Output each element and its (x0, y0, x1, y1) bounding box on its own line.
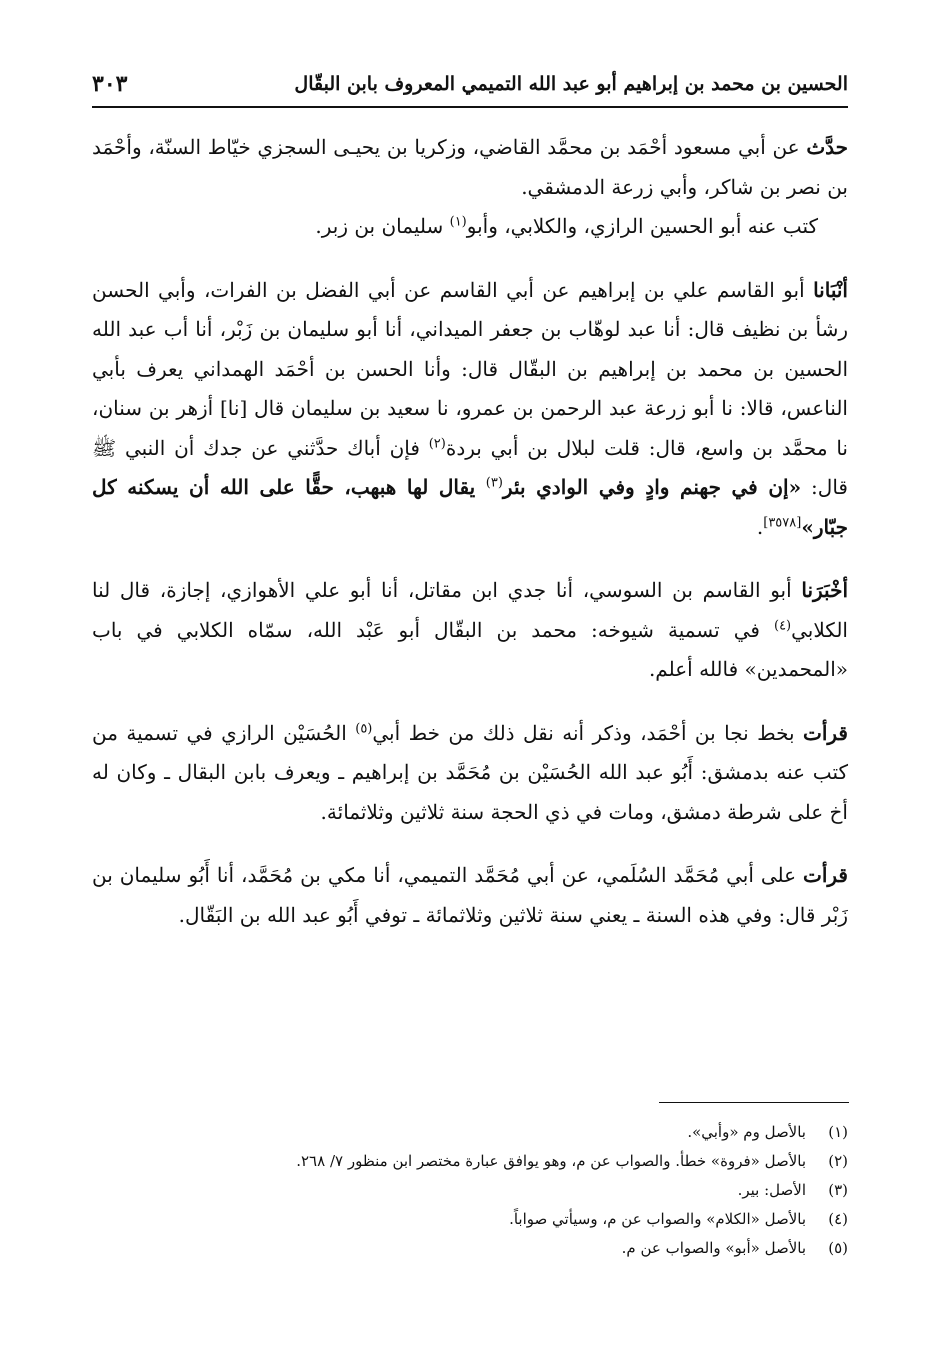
footnote-number: (٣) (828, 1181, 848, 1199)
footnote (92, 1234, 848, 1263)
paragraph-lead: قرأت (803, 863, 848, 887)
footnote-ref: (٤) (773, 617, 792, 633)
paragraph-lead: حدَّث (806, 135, 849, 159)
footnote-separator (659, 1102, 849, 1103)
footnote-text: بالأصل «فروة» خطأ. والصواب عن م، وهو يوافق عبارة مختصر ابن منظور ٧/ ٢٦٨. (296, 1152, 806, 1170)
footnotes (92, 1118, 848, 1263)
footnote-number: (٢) (828, 1152, 848, 1170)
paragraph-text: كتب عنه أبو الحسين الرازي، والكلابي، وأبو (466, 214, 818, 238)
paragraph-5 (92, 714, 848, 833)
footnote-number: (١) (828, 1123, 848, 1141)
hadith-text: يقال لها هبهب، حقًّا على الله أن يسكنه كل جبّار» (92, 475, 848, 539)
footnote-text: الأصل: بير. (737, 1181, 806, 1199)
paragraph-text: على أبي مُحَمَّد السُلَمي، عن أبي مُحَمَّد التميمي، أنا مكي بن مُحَمَّد، أنا أَبُو سليمان بن زَبْر قال: وفي هذه السنة ـ يعني سنة ثلاثين وثلاثمائة ـ توفي أَبُو عبد الله بن البَقّال. (92, 863, 848, 927)
footnote (92, 1118, 848, 1147)
main-text (92, 128, 848, 935)
page-number: ٣٠٣ (92, 71, 128, 97)
footnote (92, 1205, 848, 1234)
paragraph-1 (92, 128, 848, 207)
paragraph-3 (92, 271, 848, 548)
paragraph-lead: قرأت (803, 720, 848, 745)
paragraph-text: في تسمية شيوخه: محمد بن البقّال أبو عَبْد الله، سمّاه الكلابي في باب «المحمدين» فالله أعلم. (92, 617, 848, 681)
paragraph-lead: أنْبَانا (813, 277, 848, 302)
paragraph-4 (92, 571, 848, 690)
paragraph-text: عن أبي مسعود أحْمَد بن محمَّد القاضي، وزكريا بن يحيـى السجزي خيّاط السنّة، وأحْمَد بن نصر بن شاكر، وأبي زرعة الدمشقي. (92, 135, 848, 199)
paragraph-6 (92, 856, 848, 935)
footnote-ref: (٥) (355, 720, 373, 736)
footnote-ref: (٣) (485, 475, 503, 491)
paragraph-text: سليمان بن زبر. (315, 214, 450, 238)
footnote-ref: (٢) (428, 435, 446, 451)
header-title: الحسين بن محمد بن إبراهيم أبو عبد الله التميمي المعروف بابن البقّال (294, 73, 848, 95)
paragraph-2 (92, 207, 848, 247)
footnote-ref: (١) (449, 214, 467, 230)
paragraph-text: الحُسَيْن الرازي في تسمية من كتب عنه بدمشق: أَبُو عبد الله الحُسَيْن بن مُحَمَّد بن إبراهيم ـ ويعرف بابن البقال ـ وكان له أخ على شرطة دمشق، ومات في ذي الحجة سنة ثلاثين وثلاثمائة. (92, 720, 848, 824)
paragraph-text: فإن أباك حدَّثني عن جدك أن النبي ﷺ قال: (92, 435, 848, 499)
footnote-text: بالأصل «الكلام» والصواب عن م، وسيأتي صواباً. (509, 1210, 806, 1228)
footnote-number: (٤) (828, 1210, 848, 1228)
paragraph-text: أبو القاسم بن السوسي، أنا جدي ابن مقاتل، أنا أبو علي الأهوازي، إجازة، قال لنا الكلابي (92, 578, 848, 642)
footnote (92, 1176, 848, 1205)
hadith-number: [٣٥٧٨] (763, 514, 802, 530)
footnote-text: بالأصل وم «وأبي». (687, 1123, 806, 1141)
paragraph-lead: أخْبَرَنا (801, 578, 848, 602)
footnote (92, 1147, 848, 1176)
paragraph-text: أبو القاسم علي بن إبراهيم عن أبي القاسم عن أبي الفضل بن الفرات، وأبي الحسن رشأ بن نظيف قال: أنا عبد لوهّاب بن جعفر الميداني، أنا أبو سليمان بن زَبْر، أنا أب عبد الله الحسين بن محمد بن إبراهيم بن البقّال قال: وأنا الحسن بن أحْمَد الهمداني يعرف بأبي الناعس، قالا: نا أبو زرعة عبد الرحمن بن عمرو، نا سعيد بن سليمان قال [نا] أزهر بن سنان، نا محمَّد بن واسع، قال: قلت لبلال بن أبي بردة (92, 277, 848, 460)
hadith-text: «إن في جهنم وادٍ وفي الوادي بئر (502, 475, 802, 499)
footnote-text: بالأصل «أبو» والصواب عن م. (621, 1239, 806, 1257)
paragraph-text: . (756, 514, 764, 539)
paragraph-text: بخط نجا بن أحْمَد، وذكر أنه نقل ذلك من خط أبي (372, 720, 804, 745)
footnote-number: (٥) (828, 1239, 848, 1257)
running-header (92, 62, 848, 108)
